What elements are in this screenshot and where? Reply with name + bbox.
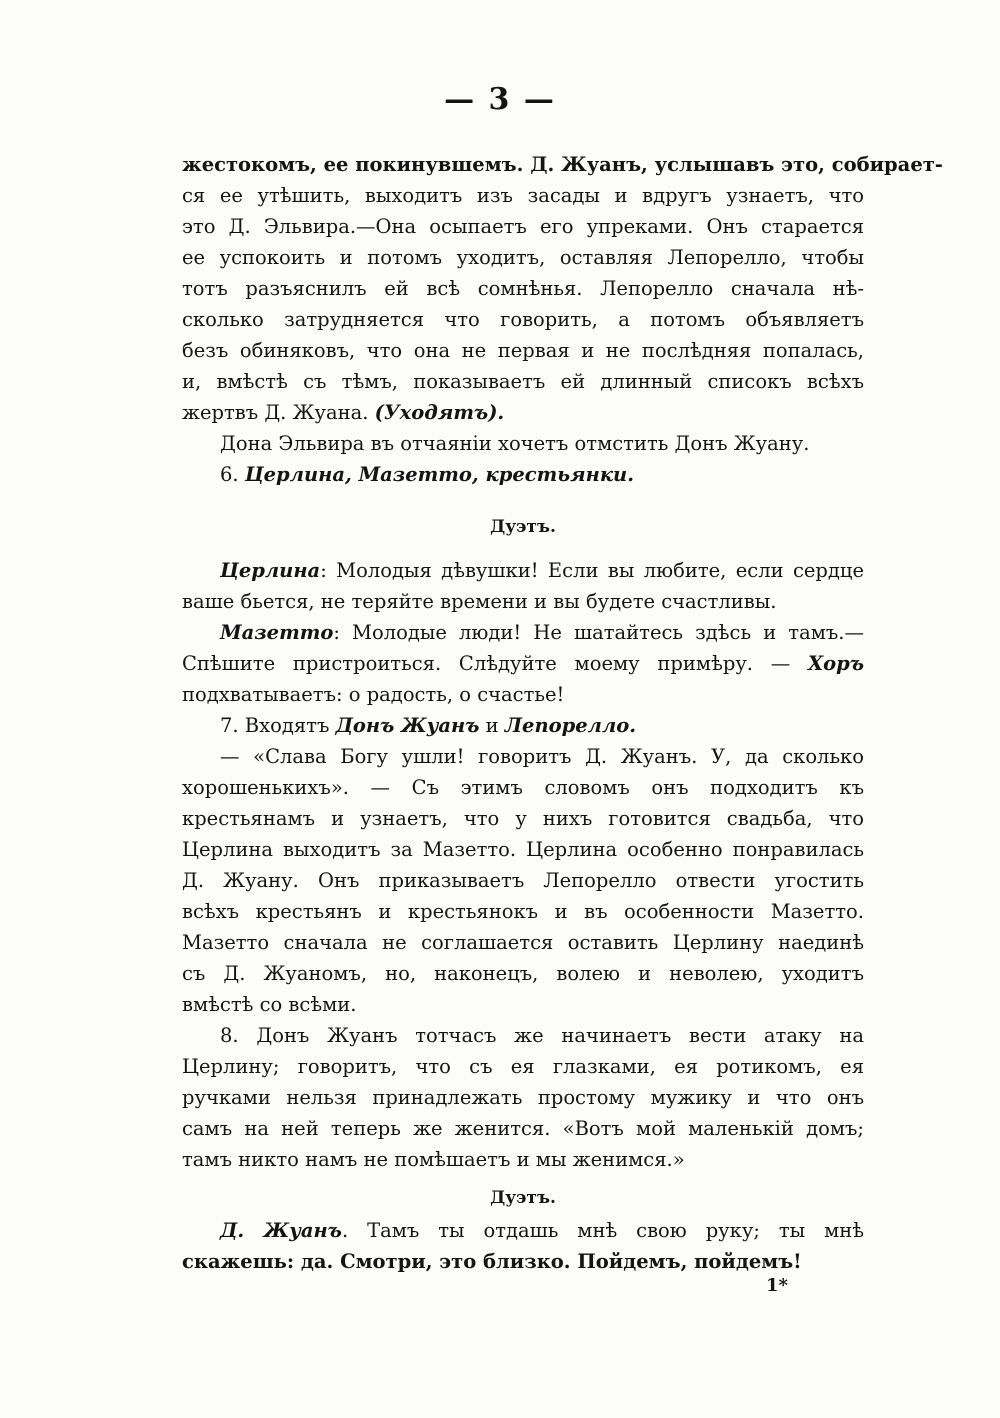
text-span: 7. Входятъ [220,714,336,737]
text-line [182,398,864,428]
text-line: Дона Эльвира въ отчаяніи хочетъ отмстить Донъ Жуану. [220,432,810,455]
text-line: самъ на ней теперь же женится. «Вотъ мой маленькій домъ; [182,1117,864,1140]
speaker-name: Хоръ [808,652,864,675]
text-span: : Молодыя дѣвушки! Если вы любите, если сердце [320,559,864,582]
text-line: ее успокоить и потомъ уходитъ, оставляя Лепорелло, чтобы [182,246,864,269]
text-line: ручками нельзя принадлежать простому мужику и что онъ [182,1086,864,1109]
text-line: Д. Жуану. Онъ приказываетъ Лепорелло отвести угостить [182,869,864,892]
text-line: крестьянамъ и узнаетъ, что у нихъ готовится свадьба, что [182,807,864,830]
text-line: подхватываетъ: о радость, о счастье! [182,683,565,706]
text-line: сколько затрудняется что говорить, а потомъ объявляетъ [182,308,864,331]
speaker-name: Лепорелло. [504,714,637,737]
text-span: : Молодые люди! Не шатайтесь здѣсь и тамъ.— [333,621,864,644]
text-line: ваше бьется, не теряйте времени и вы будете счастливы. [182,590,777,613]
text-line: — «Слава Богу ушли! говоритъ Д. Жуанъ. У, да сколько [220,745,864,768]
text-line: безъ обиняковъ, что она не первая и не послѣдняя попалась, [182,339,864,362]
characters-list: Церлина, Мазетто, крестьянки. [244,463,635,486]
scene-number: 6. [220,463,245,486]
text-span: жертвъ Д. Жуана. [182,401,375,424]
speaker-name: Д. Жуанъ [220,1219,342,1242]
text-line: съ Д. Жуаномъ, но, наконецъ, волею и неволею, уходитъ [182,962,864,985]
text-line [182,556,864,586]
text-line: Церлина выходитъ за Мазетто. Церлина особенно понравилась [182,838,864,861]
text-line [182,460,864,490]
text-line: всѣхъ крестьянъ и крестьянокъ и въ особенности Мазетто. [182,900,864,923]
text-span: Спѣшите пристроиться. Слѣдуйте моему примѣру. — [182,652,809,675]
text-line: жестокомъ, ее покинувшемъ. Д. Жуанъ, услышавъ это, собирает- [182,153,943,176]
speaker-name: Донъ Жуанъ [335,714,480,737]
text-line: хорошенькихъ». — Съ этимъ словомъ онъ подходитъ къ [182,776,864,799]
text-line: тамъ никто намъ не помѣшаетъ и мы женимся.» [182,1148,685,1171]
speaker-name: Церлина [220,559,321,582]
text-line: это Д. Эльвира.—Она осыпаетъ его упреками. Онъ старается [182,215,864,238]
section-heading: Дуэтъ. [490,1188,556,1208]
text-line [182,618,864,648]
text-line: ся ее утѣшить, выходитъ изъ засады и вдругъ узнаетъ, что [182,184,864,207]
text-line: тотъ разъяснилъ ей всѣ сомнѣнья. Лепорелло сначала нѣ- [182,277,864,300]
text-line [182,649,864,679]
stage-direction: (Уходятъ). [374,401,505,424]
text-line: скажешь: да. Смотри, это близко. Пойдемъ, пойдемъ! [182,1250,802,1273]
signature-mark: 1* [766,1275,788,1296]
text-line [182,1216,864,1246]
text-span: и [479,714,505,737]
text-span: . Тамъ ты отдашь мнѣ свою руку; ты мнѣ [341,1219,864,1242]
page-number: — 3 — [444,82,556,117]
speaker-name: Мазетто [220,621,334,644]
text-line: 8. Донъ Жуанъ тотчасъ же начинаетъ вести атаку на [220,1024,864,1047]
section-heading: Дуэтъ. [490,517,556,537]
text-line: Церлину; говоритъ, что съ ея глазками, ея ротикомъ, ея [182,1055,864,1078]
text-line: вмѣстѣ со всѣми. [182,993,357,1016]
text-line: Мазетто сначала не соглашается оставить Церлину наединѣ [182,931,864,954]
text-line: и, вмѣстѣ съ тѣмъ, показываетъ ей длинный списокъ всѣхъ [182,370,864,393]
text-line [182,711,864,741]
